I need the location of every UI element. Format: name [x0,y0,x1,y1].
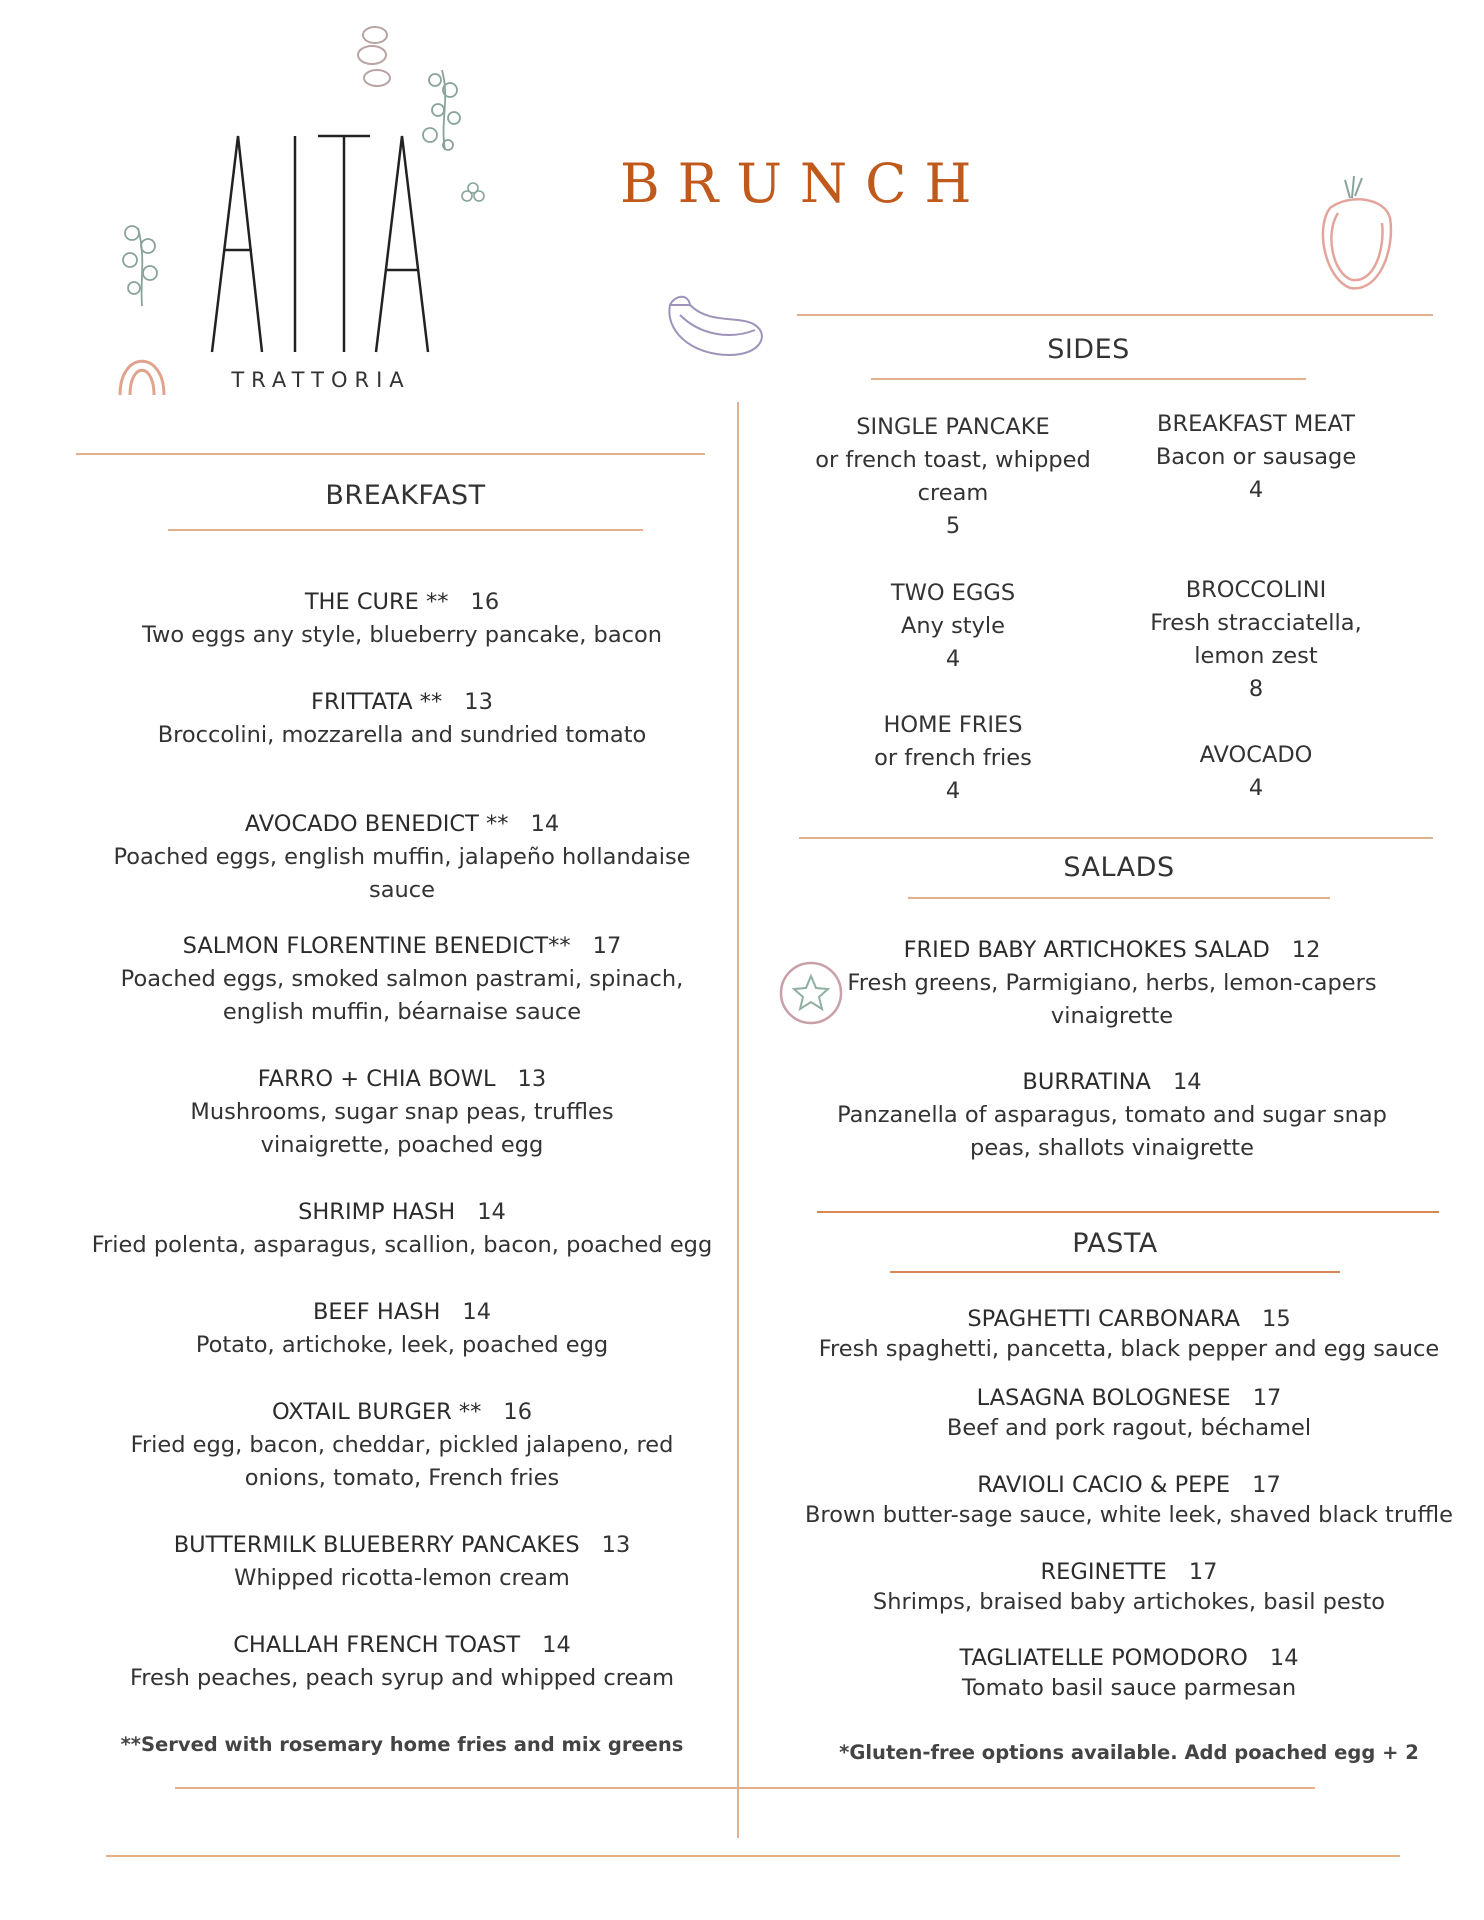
item-desc: Shrimps, braised baby artichokes, basil pesto [872,1589,1386,1615]
side-desc: or french toast, whipped cream [815,447,1091,506]
pasta-title: PASTA [1072,1228,1158,1259]
arch-sketch [112,340,172,400]
side-name: SINGLE PANCAKE [856,414,1050,440]
star-sketch [778,960,844,1026]
side-name: HOME FRIES [883,712,1023,738]
item-price: 14 [477,1199,506,1225]
menu-item [80,586,724,652]
item-price: 17 [1188,1559,1218,1585]
item-price: 16 [503,1399,533,1425]
item-name: AVOCADO BENEDICT ** [244,811,509,837]
item-price: 16 [470,589,500,615]
rule-sides-under [871,378,1306,380]
item-name: BUTTERMILK BLUEBERRY PANCAKES [173,1532,580,1558]
rule-breakfast-top [76,453,705,455]
item-price: 14 [462,1299,492,1325]
logo-wordmark [210,130,432,355]
menu-item [80,1629,724,1695]
item-desc: Potato, artichoke, leek, poached egg [195,1332,609,1358]
flower-sketch-small [458,178,488,208]
logo-subtitle: TRATTORIA [231,368,411,392]
menu-item [840,934,1384,1033]
item-name: FRITTATA ** [311,689,443,715]
item-desc: Mushrooms, sugar snap peas, truffles vinaigrette, poached egg [190,1099,614,1158]
item-desc: Brown butter-sage sauce, white leek, shaved black truffle [805,1502,1453,1528]
rule-footer-outer [106,1855,1400,1857]
rule-salads-under [908,897,1330,899]
item-desc: Poached eggs, english muffin, jalapeño hollandaise sauce [113,844,691,903]
menu-item [804,1557,1454,1617]
item-desc: Fried egg, bacon, cheddar, pickled jalapeno, red onions, tomato, French fries [130,1432,674,1491]
side-desc: Bacon or sausage [1155,444,1357,470]
side-item [848,577,1058,676]
menu-item [824,1066,1400,1165]
menu-item [132,1063,672,1162]
item-price: 17 [1252,1385,1282,1411]
carrot-sketch [1310,168,1400,298]
eggplant-sketch [660,285,775,365]
side-price: 4 [945,778,961,804]
item-price: 13 [464,689,493,715]
item-name: BEEF HASH [312,1299,441,1325]
side-price: 5 [945,513,961,539]
rule-sides-top [797,314,1433,316]
item-price: 14 [542,1632,571,1658]
side-price: 4 [945,646,961,672]
menu-item [804,1643,1454,1703]
item-desc: Two eggs any style, blueberry pancake, bacon [141,622,663,648]
menu-item [80,1529,724,1595]
item-desc: Tomato basil sauce parmesan [961,1675,1297,1701]
breakfast-note: **Served with rosemary home fries and mix greens [120,1733,684,1756]
side-item [1126,408,1386,507]
item-desc: Fried polenta, asparagus, scallion, bacon, poached egg [91,1232,713,1258]
item-name: LASAGNA BOLOGNESE [976,1385,1231,1411]
rule-pasta-under [890,1271,1340,1273]
side-name: BREAKFAST MEAT [1157,411,1355,437]
menu-item [80,1196,724,1262]
rule-salads-top [799,837,1433,839]
item-name: CHALLAH FRENCH TOAST [233,1632,521,1658]
side-price: 4 [1248,775,1264,801]
side-desc: Any style [900,613,1006,639]
item-name: SHRIMP HASH [298,1199,456,1225]
menu-item [80,1296,724,1362]
rule-footer-inner [175,1787,1315,1789]
item-desc: Fresh greens, Parmigiano, herbs, lemon-capers vinaigrette [847,970,1377,1029]
page-title: BRUNCH [620,152,990,215]
pasta-note: *Gluten-free options available. Add poached egg + 2 [839,1741,1419,1764]
item-price: 13 [601,1532,631,1558]
item-name: FARRO + CHIA BOWL [257,1066,496,1092]
side-name: AVOCADO [1199,742,1313,768]
item-desc: Whipped ricotta-lemon cream [234,1565,570,1591]
menu-item [804,1304,1454,1364]
item-desc: Poached eggs, smoked salmon pastrami, spinach, english muffin, béarnaise sauce [120,966,684,1025]
item-price: 12 [1291,937,1321,963]
item-desc: Panzanella of asparagus, tomato and sugar snap peas, shallots vinaigrette [837,1102,1387,1161]
menu-item [80,808,724,907]
column-divider [737,402,739,1838]
side-desc: or french fries [874,745,1032,771]
side-price: 8 [1248,676,1264,702]
item-name: TAGLIATELLE POMODORO [959,1645,1248,1671]
menu-item [92,1396,712,1495]
item-name: FRIED BABY ARTICHOKES SALAD [903,937,1270,963]
item-name: OXTAIL BURGER ** [271,1399,482,1425]
rule-pasta-top [817,1211,1439,1213]
item-name: BURRATINA [1022,1069,1151,1095]
salads-title: SALADS [1063,852,1175,883]
menu-item [804,1383,1454,1443]
item-price: 13 [517,1066,547,1092]
item-desc: Broccolini, mozzarella and sundried tomato [157,722,647,748]
item-name: SPAGHETTI CARBONARA [967,1306,1241,1332]
side-item [808,411,1098,543]
item-desc: Fresh spaghetti, pancetta, black pepper and egg sauce [818,1336,1440,1362]
item-price: 17 [592,933,622,959]
side-item [1140,574,1372,706]
menu-item [80,686,724,752]
item-price: 17 [1252,1472,1281,1498]
sides-title: SIDES [1047,334,1130,365]
breakfast-title: BREAKFAST [325,480,486,511]
item-price: 14 [1172,1069,1202,1095]
item-name: SALMON FLORENTINE BENEDICT** [182,933,571,959]
herb-sketch-left [112,218,172,308]
item-name: THE CURE ** [304,589,449,615]
item-price: 15 [1262,1306,1291,1332]
item-name: RAVIOLI CACIO & PEPE [977,1472,1231,1498]
item-price: 14 [1269,1645,1299,1671]
side-desc: Fresh stracciatella, lemon zest [1150,610,1362,669]
rule-breakfast-under [168,529,643,531]
item-price: 14 [530,811,560,837]
item-desc: Fresh peaches, peach syrup and whipped cream [129,1665,675,1691]
item-desc: Beef and pork ragout, béchamel [946,1415,1312,1441]
side-item [848,709,1058,808]
side-name: TWO EGGS [890,580,1016,606]
menu-item [92,930,712,1029]
side-item [1150,739,1362,805]
side-name: BROCCOLINI [1185,577,1327,603]
side-price: 4 [1248,477,1264,503]
menu-item [800,1470,1458,1530]
item-name: REGINETTE [1040,1559,1167,1585]
